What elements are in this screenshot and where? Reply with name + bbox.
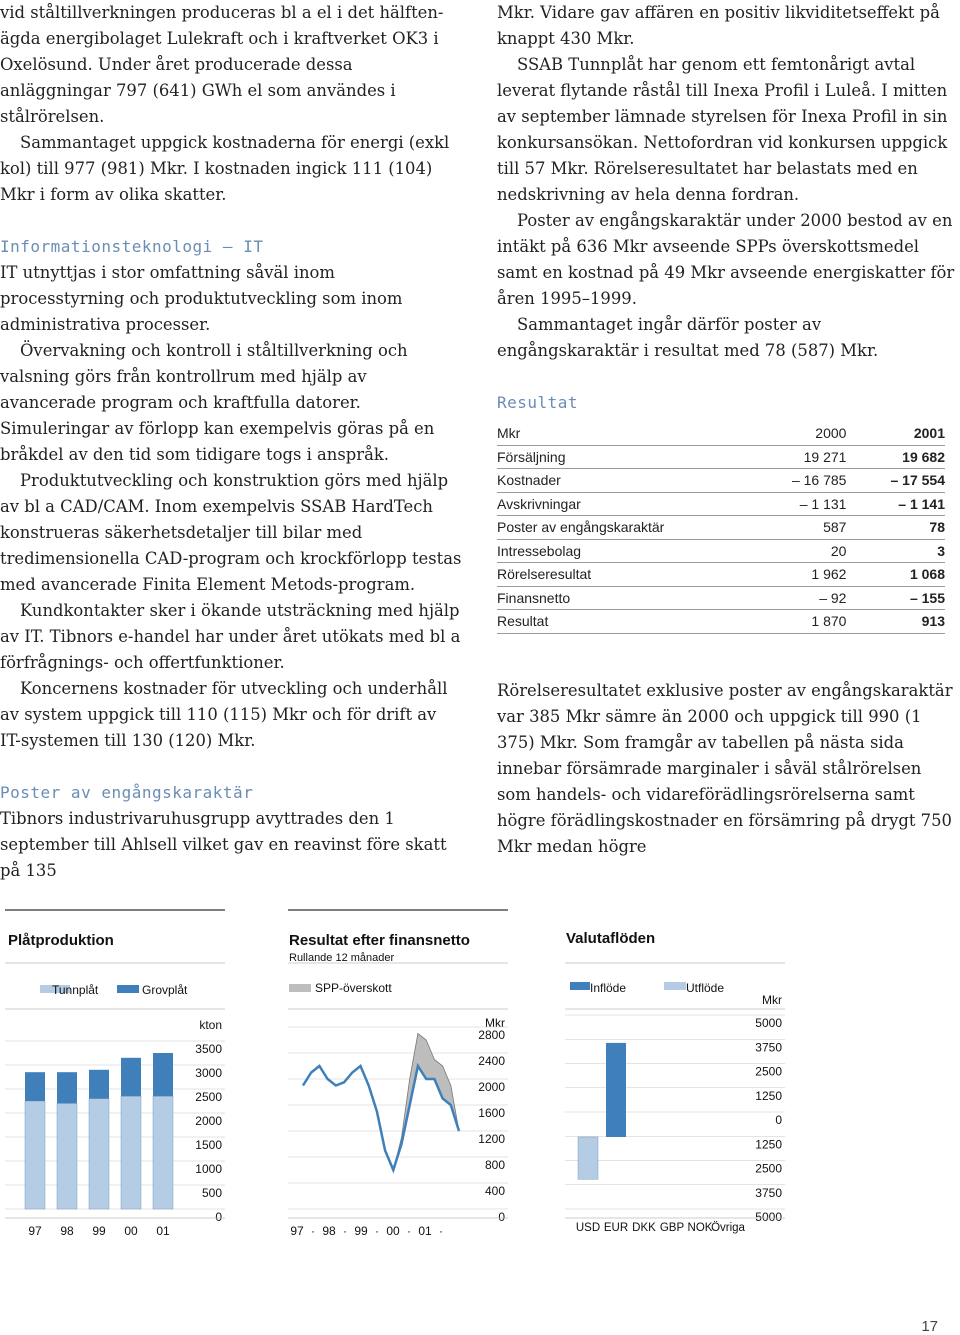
bar-tunnplat (153, 1096, 173, 1209)
bar-tunnplat (57, 1103, 77, 1209)
tick-label: 3750 (755, 1185, 782, 1200)
bar-grovplat (121, 1058, 141, 1096)
legend-swatch-spp (289, 984, 311, 992)
tick-label: 0 (775, 1113, 782, 1127)
table-cell-value: – 1 141 (846, 492, 945, 516)
tick-label: 3750 (755, 1040, 782, 1055)
x-tick-label: 97 (290, 1224, 304, 1238)
legend-label: SPP-överskott (315, 981, 392, 995)
x-tick-label: USD (575, 1222, 601, 1234)
legend-swatch-utflode (664, 982, 686, 990)
legend-label: Inflöde (590, 981, 627, 995)
legend-label: Tunnplåt (52, 983, 99, 997)
section-heading-poster: Poster av engångskaraktär (0, 783, 254, 802)
tick-label: 1000 (195, 1162, 222, 1176)
legend-swatch-inflode (570, 982, 590, 990)
left-column (0, 0, 462, 884)
paragraph: Mkr. Vidare gav affären en positiv likviditetseffekt på knappt 430 Mkr. (497, 3, 940, 48)
table-row (497, 586, 945, 610)
table-cell-value: 19 682 (846, 445, 945, 469)
axis-unit: Mkr (762, 993, 782, 1007)
x-tick-dot: · (375, 1224, 379, 1238)
table-cell-value: – 92 (757, 586, 847, 610)
section-heading-resultat: Resultat (497, 393, 579, 412)
table-cell-label: Kostnader (497, 469, 757, 493)
x-tick-label: 98 (60, 1224, 74, 1238)
x-tick-dot: · (343, 1224, 347, 1238)
result-table (497, 422, 945, 634)
table-cell-value: 2001 (846, 422, 945, 445)
tick-label: 2000 (195, 1114, 222, 1128)
table-row (497, 563, 945, 587)
x-tick-label: NOK (687, 1222, 713, 1234)
x-tick-dot: · (407, 1224, 411, 1238)
tick-label: 2500 (195, 1090, 222, 1104)
x-tick-label: DKK (632, 1222, 656, 1234)
x-tick-label: 00 (386, 1224, 400, 1238)
legend-label: Utflöde (686, 981, 725, 995)
tick-label: 2800 (478, 1028, 505, 1042)
bar-grovplat (57, 1072, 77, 1103)
table-cell-value: 20 (757, 539, 847, 563)
tick-label: 2500 (755, 1064, 782, 1079)
table-cell-value: – 17 554 (846, 469, 945, 493)
right-column (497, 0, 957, 860)
page-number: 17 (921, 1318, 938, 1335)
tick-label: 1500 (195, 1138, 222, 1152)
table-cell-value: 1 870 (757, 610, 847, 634)
tick-label: 1200 (478, 1132, 505, 1146)
paragraph: vid ståltillverkningen produceras bl a el i det hälften-ägda energibolaget Lulekraft och i kraftverket OK3 i Oxelösund. Under året producerade dessa anläggningar 797 (641) GWh el som användes i stålrörelsen. (0, 3, 444, 126)
paragraph: SSAB Tunnplåt har genom ett femtonårigt avtal leverat flytande råstål till Inexa Profil i Luleå. I mitten av september lämnade styrelsen för Inexa Profil in sin konkursansökan. Nettofordran vid konkursen uppgick till 57 Mkr. Rörelseresultatet har belastats med en nedskrivning av hela denna fordran. (497, 55, 948, 204)
table-row (497, 445, 945, 469)
bar-tunnplat (121, 1096, 141, 1209)
paragraph: Produktutveckling och konstruktion görs med hjälp av bl a CAD/CAM. Inom exempelvis SSAB HardTech konstrueras säkerhetsdetaljer till bilar med tredimensionella CAD-program och krockförlopp testas med avancerade Finita Element Metods-program. (0, 471, 462, 594)
paragraph: Rörelseresultatet exklusive poster av engångskaraktär var 385 Mkr sämre än 2000 och uppgick till 990 (1 375) Mkr. Som framgår av tabellen på nästa sida innebar försämrade marginaler i såväl stålrörelsen som handels- och vidareförädlingsrörelserna samt högre förädlingskostnader en försämring på drygt 750 Mkr medan högre (497, 680, 953, 856)
table-cell-value: 587 (757, 516, 847, 540)
section-heading-it: Informationsteknologi – IT (0, 237, 264, 256)
chart-resultat (283, 908, 523, 1252)
paragraph: IT utnyttjas i stor omfattning såväl inom processtyrning och produktutveckling som inom administrativa processer. (0, 263, 403, 334)
table-row (497, 492, 945, 516)
table-cell-value: – 1 131 (757, 492, 847, 516)
table-row (497, 469, 945, 493)
paragraph: Koncernens kostnader för utveckling och underhåll av system uppgick till 110 (115) Mkr och för drift av IT-systemen till 130 (120) Mkr. (0, 679, 448, 750)
axis-unit: kton (199, 1018, 222, 1032)
tick-label: 0 (498, 1210, 505, 1224)
table-cell-label: Mkr (497, 422, 757, 445)
table-cell-label: Avskrivningar (497, 492, 757, 516)
resultat-line (303, 1066, 459, 1170)
x-tick-label: 99 (92, 1224, 106, 1238)
bar-grovplat (25, 1072, 45, 1101)
x-tick-label: 00 (124, 1224, 138, 1238)
legend-swatch-grovplat (117, 985, 139, 993)
tick-label: 1250 (755, 1088, 782, 1103)
table-cell-value: 2000 (757, 422, 847, 445)
table-cell-label: Poster av engångskaraktär (497, 516, 757, 540)
chart-resultat-svg (283, 908, 523, 1248)
table-row (497, 539, 945, 563)
x-tick-label: Övriga (711, 1222, 745, 1234)
table-cell-label: Finansnetto (497, 586, 757, 610)
chart-valuta-svg (560, 908, 800, 1248)
x-tick-dot: · (439, 1224, 443, 1238)
tick-label: 5000 (755, 1016, 782, 1030)
bar-grovplat (153, 1053, 173, 1096)
tick-label: 2400 (478, 1054, 505, 1068)
chart-subtitle: Rullande 12 månader (289, 952, 395, 964)
paragraph: Sammantaget ingår därför poster av engångskaraktär i resultat med 78 (587) Mkr. (497, 315, 879, 360)
table-cell-value: 78 (846, 516, 945, 540)
table-cell-value: 1 068 (846, 563, 945, 587)
tick-label: 3000 (195, 1066, 222, 1080)
table-cell-label: Resultat (497, 610, 757, 634)
tick-label: 500 (201, 1186, 222, 1200)
spp-area (303, 1034, 459, 1171)
table-header-row (497, 422, 945, 445)
bar-grovplat (89, 1070, 109, 1099)
table-row (497, 516, 945, 540)
chart-platproduktion-svg (0, 908, 240, 1248)
x-tick-label: 01 (418, 1224, 432, 1238)
axis-unit: Mkr (485, 1016, 505, 1030)
tick-label: 1250 (755, 1137, 782, 1152)
tick-label: 800 (484, 1158, 505, 1172)
x-tick-dot: · (311, 1224, 315, 1238)
tick-label: 1600 (478, 1106, 505, 1120)
chart-title: Resultat efter finansnetto (289, 932, 470, 949)
table-cell-value: 3 (846, 539, 945, 563)
chart-title: Plåtproduktion (8, 932, 114, 949)
chart-title: Valutaflöden (566, 930, 656, 947)
table-cell-value: 19 271 (757, 445, 847, 469)
tick-label: 5000 (755, 1210, 782, 1224)
x-tick-label: EUR (603, 1222, 629, 1234)
paragraph: Sammantaget uppgick kostnaderna för energi (exkl kol) till 977 (981) Mkr. I kostnaden ingick 111 (104) Mkr i form av olika skatter. (0, 133, 450, 204)
table-cell-label: Rörelseresultat (497, 563, 757, 587)
paragraph: Kundkontakter sker i ökande utsträckning med hjälp av IT. Tibnors e-handel har under året utökats med bl a förfrågnings- och offertfunktioner. (0, 601, 461, 672)
tick-label: 400 (484, 1184, 505, 1198)
tick-label: 3500 (195, 1042, 222, 1056)
bar-tunnplat (89, 1099, 109, 1209)
table-row (497, 610, 945, 634)
paragraph: Tibnors industrivaruhusgrupp avyttrades den 1 september till Ahlsell vilket gav en reavinst före skatt på 135 (0, 809, 447, 880)
tick-label: 2500 (755, 1161, 782, 1176)
chart-valuta (560, 908, 800, 1252)
paragraph: Poster av engångskaraktär under 2000 bestod av en intäkt på 636 Mkr avseende SPPs överskottsmedel samt en kostnad på 49 Mkr avseende energiskatter för åren 1995–1999. (497, 211, 955, 308)
table-cell-value: 913 (846, 610, 945, 634)
tick-label: 0 (215, 1210, 222, 1224)
chart-platproduktion (0, 908, 240, 1252)
table-cell-value: – 155 (846, 586, 945, 610)
bar-tunnplat (25, 1101, 45, 1209)
tick-label: 2000 (478, 1080, 505, 1094)
table-cell-value: 1 962 (757, 563, 847, 587)
bar-utflode (578, 1137, 598, 1179)
table-cell-value: – 16 785 (757, 469, 847, 493)
x-tick-label: 98 (322, 1224, 336, 1238)
legend-label: Grovplåt (142, 983, 188, 997)
x-tick-label: 99 (354, 1224, 368, 1238)
paragraph: Övervakning och kontroll i ståltillverkning och valsning görs från kontrollrum med hjälp av avancerade program och kraftfulla datorer. Simuleringar av förlopp kan exempelvis göras på en bråkdel av den tid som tidigare togs i anspråk. (0, 341, 435, 464)
x-tick-label: GBP (659, 1222, 685, 1234)
x-tick-label: 01 (156, 1224, 170, 1238)
table-cell-label: Försäljning (497, 445, 757, 469)
bar-inflode (606, 1043, 626, 1137)
x-tick-label: 97 (28, 1224, 42, 1238)
table-cell-label: Intressebolag (497, 539, 757, 563)
